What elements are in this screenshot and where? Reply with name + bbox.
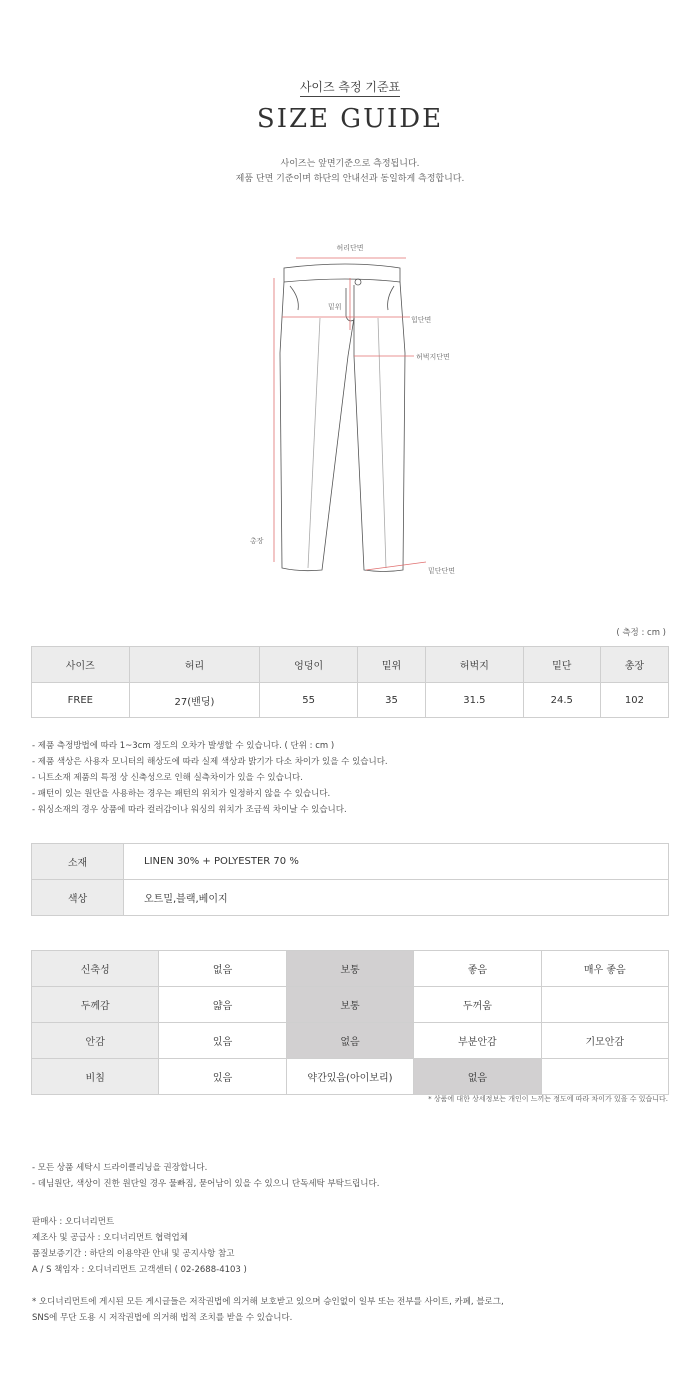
seller-line: A / S 책임자 : 오디너리먼트 고객센터 ( 02-2688-4103 ) — [32, 1265, 247, 1275]
stretch-option: 좋음 — [414, 951, 541, 987]
lining-option: 있음 — [159, 1023, 286, 1059]
table-row — [32, 951, 669, 987]
header-size: 사이즈 — [32, 647, 130, 683]
sheerness-option: 약간있음(아이보리) — [286, 1059, 413, 1095]
cell-size: FREE — [32, 683, 130, 718]
color-value: 오트밀,블랙,베이지 — [124, 880, 669, 916]
unit-note: ( 측정 : cm ) — [616, 628, 666, 638]
seller-line: 제조사 및 공급사 : 오디너리먼트 협력업체 — [32, 1233, 188, 1243]
subtitle-text: 사이즈 측정 기준표 — [300, 80, 400, 97]
waistband — [284, 264, 400, 282]
hip-label: 힙단면 — [411, 316, 432, 324]
note-line: - 니트소재 제품의 특정 상 신축성으로 인해 실측차이가 있을 수 있습니다. — [32, 773, 303, 783]
care-line: - 데님원단, 색상이 진한 원단일 경우 물빠짐, 묻어남이 있을 수 있으니 단독세탁 부탁드립니다. — [32, 1179, 380, 1189]
button-icon — [355, 279, 361, 285]
pants-measurement-diagram — [250, 238, 470, 583]
stretch-option: 매우 좋음 — [541, 951, 668, 987]
seller-info — [32, 1214, 247, 1278]
lining-option: 기모안감 — [541, 1023, 668, 1059]
hem-guide — [366, 562, 426, 570]
note-line: - 워싱소재의 경우 상품에 따라 컬러감이나 워싱의 위치가 조금씩 차이날 수 있습니다. — [32, 805, 347, 815]
pants-outline — [280, 264, 405, 572]
sheerness-label: 비침 — [32, 1059, 159, 1095]
lining-option-selected: 없음 — [286, 1023, 413, 1059]
thickness-option: 얇음 — [159, 987, 286, 1023]
description-line-1: 사이즈는 앞면기준으로 측정됩니다. — [280, 159, 420, 169]
material-label: 소재 — [32, 844, 124, 880]
thickness-option: 두꺼움 — [414, 987, 541, 1023]
color-label: 색상 — [32, 880, 124, 916]
note-line: - 패턴이 있는 원단을 사용하는 경우는 패턴의 위치가 일정하지 않을 수 있습니다. — [32, 789, 331, 799]
length-label: 총장 — [250, 537, 264, 545]
feel-table-note: * 상품에 대한 상세정보는 개인이 느끼는 정도에 따라 차이가 있을 수 있습니다. — [428, 1095, 668, 1103]
sheerness-option: 있음 — [159, 1059, 286, 1095]
right-pocket — [388, 286, 394, 310]
header-length: 총장 — [600, 647, 668, 683]
hem-label: 밑단단면 — [428, 567, 456, 575]
size-table — [31, 646, 669, 718]
table-row — [32, 1023, 669, 1059]
right-crease — [378, 318, 386, 568]
lining-option: 부분안감 — [414, 1023, 541, 1059]
thickness-option — [541, 987, 668, 1023]
cell-length: 102 — [600, 683, 668, 718]
table-row — [32, 987, 669, 1023]
copyright-notice — [32, 1294, 504, 1326]
seller-line: 판매사 : 오디너리먼트 — [32, 1217, 115, 1227]
fabric-feel-table — [31, 950, 669, 1095]
note-line: - 제품 측정방법에 따라 1~3cm 정도의 오차가 발생할 수 있습니다. ( 단위 : cm ) — [32, 741, 335, 751]
table-row — [32, 1059, 669, 1095]
header-hem: 밑단 — [523, 647, 600, 683]
description-line-2: 제품 단면 기준이며 하단의 안내선과 동일하게 측정합니다. — [235, 174, 465, 184]
copyright-line: * 오디너리먼트에 게시된 모든 게시글들은 저작권법에 의거해 보호받고 있으며 승인없이 일부 또는 전부를 사이트, 카페, 블로그, — [32, 1297, 504, 1307]
measurement-notes — [32, 738, 388, 818]
care-line: - 모든 상품 세탁시 드라이클리닝을 권장합니다. — [32, 1163, 208, 1173]
material-table — [31, 843, 669, 916]
cell-thigh: 31.5 — [426, 683, 524, 718]
table-row — [32, 683, 669, 718]
table-row — [32, 844, 669, 880]
page-title: SIZE GUIDE — [256, 104, 444, 134]
cell-hip: 55 — [260, 683, 358, 718]
header-thigh: 허벅지 — [426, 647, 524, 683]
right-leg — [354, 282, 405, 572]
note-line: - 제품 색상은 사용자 모니터의 해상도에 따라 실제 색상과 밝기가 다소 차이가 있을 수 있습니다. — [32, 757, 388, 767]
sheerness-option — [541, 1059, 668, 1095]
rise-label: 밑위 — [328, 303, 342, 311]
left-leg — [280, 282, 354, 571]
care-instructions — [32, 1160, 379, 1192]
sheerness-option-selected: 없음 — [414, 1059, 541, 1095]
lining-label: 안감 — [32, 1023, 159, 1059]
material-value: LINEN 30% + POLYESTER 70 % — [124, 844, 669, 880]
header-rise: 밑위 — [357, 647, 425, 683]
left-pocket — [290, 286, 298, 310]
subtitle — [0, 78, 700, 95]
cell-rise: 35 — [357, 683, 425, 718]
header-hip: 엉덩이 — [260, 647, 358, 683]
thigh-label: 허벅지단면 — [416, 353, 450, 361]
copyright-line: SNS에 무단 도용 시 저작권법에 의거해 법적 조치를 받을 수 있습니다. — [32, 1313, 293, 1323]
stretch-option-selected: 보통 — [286, 951, 413, 987]
thickness-option-selected: 보통 — [286, 987, 413, 1023]
waist-label: 허리단면 — [336, 244, 364, 252]
stretch-option: 없음 — [159, 951, 286, 987]
cell-waist: 27(밴딩) — [129, 683, 260, 718]
stretch-label: 신축성 — [32, 951, 159, 987]
table-row — [32, 880, 669, 916]
header-waist: 허리 — [129, 647, 260, 683]
seller-line: 품질보증기간 : 하단의 이용약관 안내 및 공지사항 참고 — [32, 1249, 235, 1259]
cell-hem: 24.5 — [523, 683, 600, 718]
left-crease — [308, 318, 320, 568]
size-table-header-row — [32, 647, 669, 683]
thickness-label: 두께감 — [32, 987, 159, 1023]
